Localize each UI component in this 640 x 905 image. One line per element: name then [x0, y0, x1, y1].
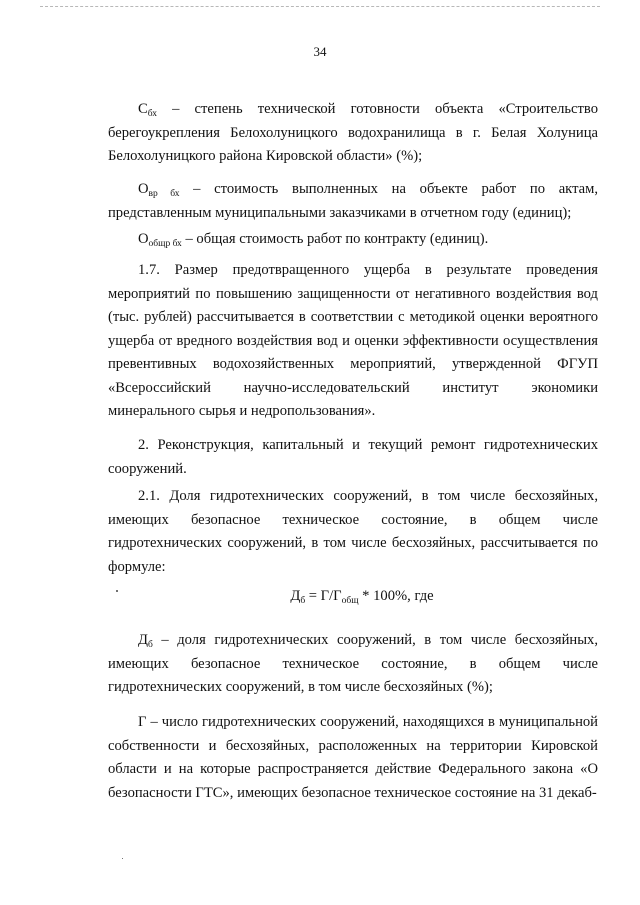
- definition-o-vr-bk: [108, 178, 598, 225]
- definition-d-b: [108, 629, 598, 700]
- definition-text: – стоимость выполненных на объекте работ по актам, представленным муниципальными заказчиками в отчетном году (единиц);: [108, 181, 598, 221]
- subscript: общр бх: [148, 239, 182, 249]
- formula-lhs: Д: [290, 588, 301, 604]
- paragraph-1-7: 1.7. Размер предотвращенного ущерба в результате проведения мероприятий по повышению защищенности от негативного воздействия вод (тыс. рублей) рассчитывается в соответствии с методикой оценки вероятного ущерба от вредного воздействия вод и оценки эффективности осуществления превентивных водохозяйственных мероприятий, утвержденной ФГУП «Всероссийский научно-исследовательский институт экономики минерального сырья и недропользования».: [108, 262, 598, 419]
- symbol: С: [138, 101, 148, 117]
- formula-rest: * 100%, где: [358, 588, 434, 604]
- section-2-heading: 2. Реконструкция, капитальный и текущий ремонт гидротехнических сооружений.: [108, 437, 598, 477]
- page-number: 34: [313, 44, 327, 59]
- definition-text: – доля гидротехнических сооружений, в том числе бесхозяйных, имеющих безопасное техническое состояние, в общем числе гидротехнических сооружений, в том числе бесхозяйных (%);: [108, 632, 598, 695]
- definition-text: – степень технической готовности объекта «Строительство берегоукрепления Белохолуницкого водохранилища в г. Белая Холуница Белохолуницкого района Кировской области» (%);: [108, 101, 598, 164]
- symbol: Г: [138, 714, 147, 730]
- paragraph-2-1: 2.1. Доля гидротехнических сооружений, в том числе бесхозяйных, имеющих безопасное техническое состояние, в общем числе гидротехнических сооружений, в том числе бесхозяйных, рассчитывается по формуле:: [108, 488, 598, 575]
- formula-lhs-sub: б: [300, 596, 306, 606]
- symbol: О: [138, 231, 149, 247]
- scan-top-edge: [40, 6, 600, 7]
- formula-eq: = Г/Г: [305, 588, 342, 604]
- scan-speck: [122, 858, 123, 859]
- definition-text: – общая стоимость работ по контракту (единиц).: [181, 231, 489, 247]
- formula: [0, 585, 640, 609]
- subscript: б: [147, 640, 153, 650]
- subscript: бх: [147, 109, 157, 119]
- definition-text: – число гидротехнических сооружений, находящихся в муниципальной собственности и бесхозяйных, расположенных на территории Кировской области и на которые распространяется действие Федерального закона «О безопасности ГТС», имеющих безопасное техническое состояние на 31 декаб-: [108, 714, 598, 801]
- definition-c-bk: [108, 98, 598, 169]
- definition-o-obshch-bk: [108, 228, 598, 252]
- definition-g: [108, 711, 598, 805]
- symbol: О: [138, 181, 149, 197]
- formula-denom-sub: общ: [341, 596, 359, 606]
- subscript: вр бх: [148, 189, 180, 199]
- symbol: Д: [138, 632, 148, 648]
